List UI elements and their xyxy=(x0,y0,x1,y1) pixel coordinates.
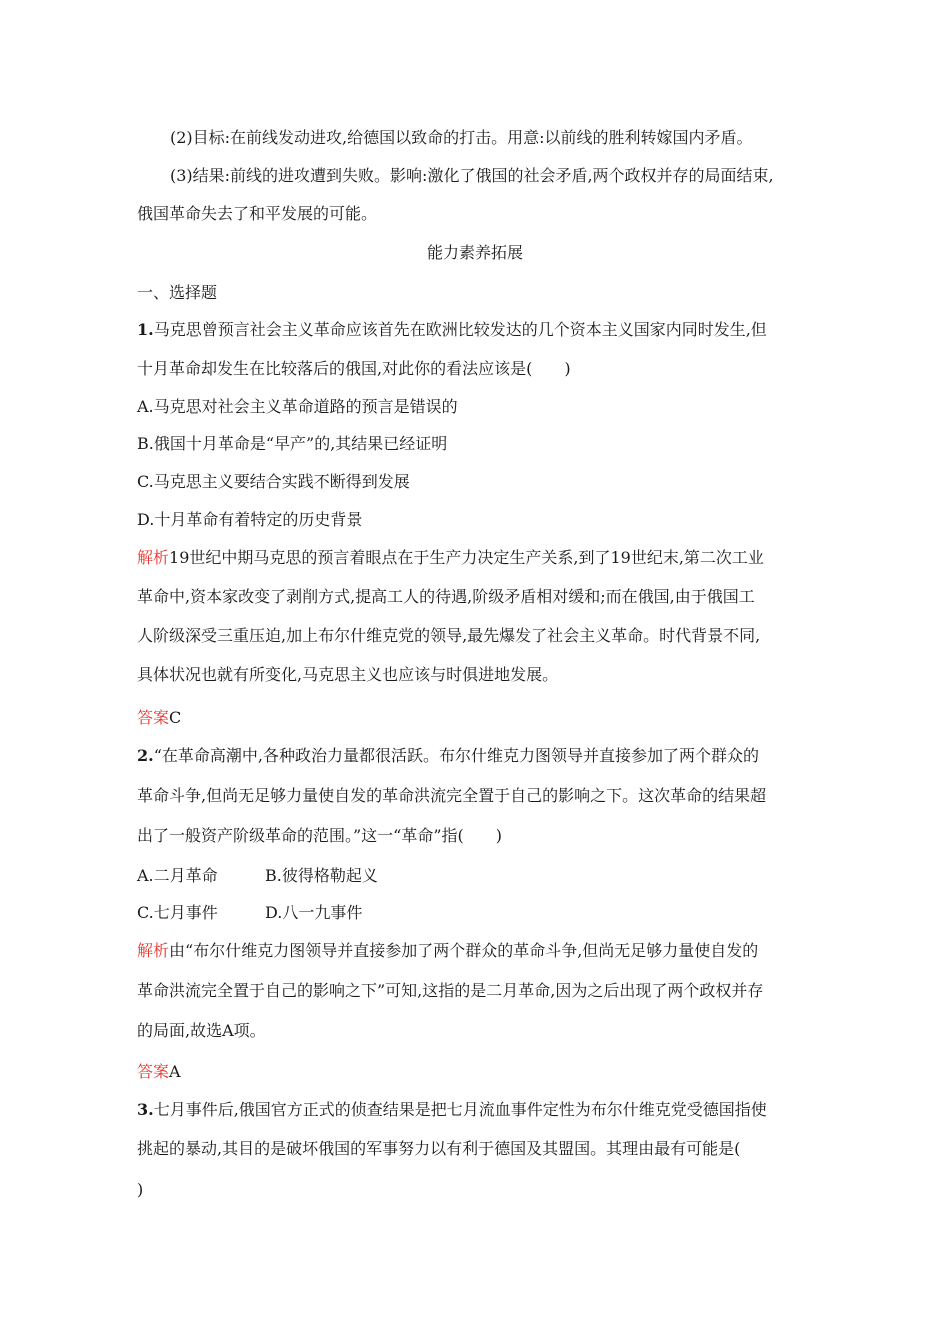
subsection-title: 一、选择题 xyxy=(137,283,218,302)
question-2-answer xyxy=(137,1062,817,1082)
question-2-stem-line-1: 2.“在革命高潮中,各种政治力量都很活跃。布尔什维克力图领导并直接参加了两个群众的 xyxy=(137,746,759,765)
question-number: 1. xyxy=(137,320,154,339)
question-1-option-c: C.马克思主义要结合实践不断得到发展 xyxy=(137,472,410,491)
prev-answer-line-3a: (3)结果:前线的进攻遭到失败。影响:激化了俄国的社会矛盾,两个政权并存的局面结束, xyxy=(170,166,774,185)
question-2-analysis-line-2: 革命洪流完全置于自己的影响之下”可知,这指的是二月革命,因为之后出现了两个政权并存 xyxy=(137,981,764,1000)
question-1-analysis-line-4: 具体状况也就有所变化,马克思主义也应该与时俱进地发展。 xyxy=(137,665,559,684)
answer-label: 答案 xyxy=(137,708,170,727)
question-2-stem-line-3: 出了一般资产阶级革命的范围。”这一“革命”指( ) xyxy=(137,826,503,845)
question-1-analysis-line-2: 革命中,资本家改变了剥削方式,提高工人的待遇,阶级矛盾相对缓和;而在俄国,由于俄国工 xyxy=(137,587,755,606)
question-3-stem-line-1: 3.七月事件后,俄国官方正式的侦查结果是把七月流血事件定性为布尔什维克党受德国指使 xyxy=(137,1100,767,1119)
question-2-option-a: A.二月革命 xyxy=(137,866,218,885)
question-1-stem-line-1: 1.马克思曾预言社会主义革命应该首先在欧洲比较发达的几个资本主义国家内同时发生,但 xyxy=(137,320,767,339)
question-2-analysis-line-1: 解析由“布尔什维克力图领导并直接参加了两个群众的革命斗争,但尚无足够力量使自发的 xyxy=(137,941,759,960)
question-1-analysis-line-3: 人阶级深受三重压迫,加上布尔什维克党的领导,最先爆发了社会主义革命。时代背景不同, xyxy=(137,626,761,645)
question-2-option-c: C.七月事件 xyxy=(137,903,218,922)
question-2-option-b: B.彼得格勒起义 xyxy=(265,866,378,885)
question-2-stem-line-2: 革命斗争,但尚无足够力量使自发的革命洪流完全置于自己的影响之下。这次革命的结果超 xyxy=(137,786,767,805)
question-1-stem-line-2: 十月革命却发生在比较落后的俄国,对此你的看法应该是( ) xyxy=(137,359,571,378)
question-2-option-d: D.八一九事件 xyxy=(265,903,363,922)
question-1-option-b: B.俄国十月革命是“早产”的,其结果已经证明 xyxy=(137,434,448,453)
question-3-stem-line-3: ) xyxy=(137,1180,144,1199)
section-title: 能力素养拓展 xyxy=(426,243,523,262)
question-1-answer xyxy=(137,708,817,728)
question-number: 2. xyxy=(137,746,154,765)
question-2-analysis-line-3: 的局面,故选A项。 xyxy=(137,1021,266,1040)
prev-answer-line-3b: 俄国革命失去了和平发展的可能。 xyxy=(137,204,378,223)
analysis-label: 解析 xyxy=(137,548,170,567)
question-number: 3. xyxy=(137,1100,154,1119)
question-2-options-row-1 xyxy=(137,866,817,886)
answer-label: 答案 xyxy=(137,1062,170,1081)
analysis-label: 解析 xyxy=(137,941,170,960)
answer-value: A xyxy=(169,1062,181,1081)
question-2-options-row-2 xyxy=(137,903,817,923)
question-1-option-a: A.马克思对社会主义革命道路的预言是错误的 xyxy=(137,397,458,416)
question-1-analysis-line-1: 解析19世纪中期马克思的预言着眼点在于生产力决定生产关系,到了19世纪末,第二次工业 xyxy=(137,548,764,567)
prev-answer-line-2: (2)目标:在前线发动进攻,给德国以致命的打击。用意:以前线的胜利转嫁国内矛盾。 xyxy=(170,128,753,147)
question-1-option-d: D.十月革命有着特定的历史背景 xyxy=(137,510,363,529)
answer-value: C xyxy=(169,708,182,727)
question-3-stem-line-2: 挑起的暴动,其目的是破坏俄国的军事努力以有利于德国及其盟国。其理由最有可能是( xyxy=(137,1139,741,1158)
